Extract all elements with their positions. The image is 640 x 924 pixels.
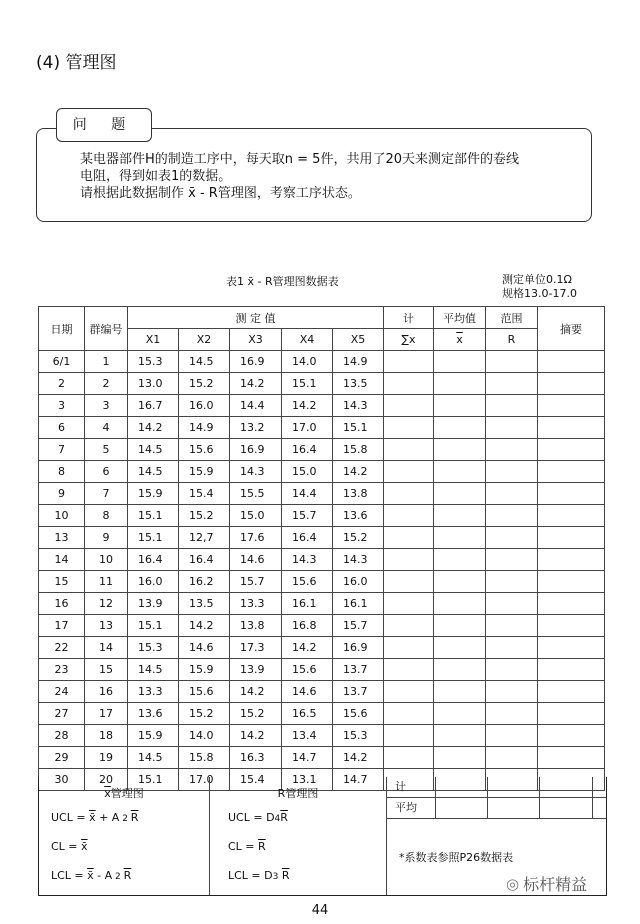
header-range-bottom: R	[486, 329, 538, 351]
table-row	[39, 659, 605, 681]
table-cell: 17.0	[179, 769, 230, 791]
data-table-body	[39, 351, 605, 791]
table-cell: 17.3	[230, 637, 282, 659]
table-cell: 16.0	[128, 571, 179, 593]
table-cell: 16.7	[128, 395, 179, 417]
table-cell: 15.7	[282, 505, 333, 527]
empty-cell	[486, 373, 538, 395]
table-caption: 表1 x̄ - R管理图数据表	[226, 275, 339, 288]
header-remarks: 摘要	[538, 307, 605, 351]
table-cell: 15.2	[333, 527, 384, 549]
empty-cell	[384, 747, 434, 769]
table-cell: 17	[39, 615, 85, 637]
empty-cell	[434, 351, 486, 373]
table-cell: 14.3	[230, 461, 282, 483]
r-chart-formulas	[210, 777, 387, 895]
empty-cell	[384, 725, 434, 747]
table-cell: 28	[39, 725, 85, 747]
coefficient-note: *系数表参照P26数据表	[399, 851, 514, 864]
table-cell: 8	[39, 461, 85, 483]
table-cell: 14.5	[128, 461, 179, 483]
table-cell: 15.7	[230, 571, 282, 593]
table-cell: 13.4	[282, 725, 333, 747]
table-cell: 15.9	[179, 659, 230, 681]
empty-cell	[486, 527, 538, 549]
r-chart-title: R管理图	[277, 787, 319, 800]
watermark-text: 标杆精益	[523, 875, 588, 894]
table-cell: 24	[39, 681, 85, 703]
unit-line-2: 规格13.0-17.0	[502, 287, 577, 300]
empty-cell	[434, 637, 486, 659]
table-cell: 5	[85, 439, 128, 461]
table-cell: 15.2	[230, 703, 282, 725]
table-cell: 15.1	[128, 505, 179, 527]
empty-cell	[538, 571, 605, 593]
table-cell: 13.9	[230, 659, 282, 681]
xbar-ucl-formula: UCL = x̄ + A 2 $\overline{R}$	[51, 811, 139, 824]
table-cell: 14.9	[179, 417, 230, 439]
table-cell: 6	[85, 461, 128, 483]
header-sum-top: 计	[384, 307, 434, 329]
empty-cell	[384, 615, 434, 637]
table-row	[39, 351, 605, 373]
table-cell: 15.4	[230, 769, 282, 791]
table-cell: 15.2	[179, 373, 230, 395]
section-heading: (4) 管理图	[36, 53, 117, 73]
table-cell: 14.3	[282, 549, 333, 571]
empty-cell	[434, 615, 486, 637]
table-cell: 15.6	[333, 703, 384, 725]
table-cell: 16.9	[230, 351, 282, 373]
empty-cell	[384, 527, 434, 549]
table-cell: 17.0	[282, 417, 333, 439]
table-cell: 9	[85, 527, 128, 549]
table-row	[39, 615, 605, 637]
table-row	[39, 549, 605, 571]
table-cell: 14.9	[333, 351, 384, 373]
empty-cell	[434, 439, 486, 461]
table-cell: 15.6	[179, 681, 230, 703]
table-cell: 14.6	[282, 681, 333, 703]
table-cell: 14.2	[282, 395, 333, 417]
table-cell: 16.4	[179, 549, 230, 571]
empty-cell	[434, 659, 486, 681]
empty-cell	[538, 725, 605, 747]
table-cell: 15.2	[179, 505, 230, 527]
page-number: 44	[311, 903, 329, 918]
empty-cell	[434, 725, 486, 747]
empty-cell	[434, 549, 486, 571]
table-cell: 16.4	[282, 527, 333, 549]
table-cell: 15.8	[333, 439, 384, 461]
table-cell: 15.9	[128, 483, 179, 505]
empty-cell	[384, 637, 434, 659]
empty-cell	[486, 659, 538, 681]
empty-cell	[538, 747, 605, 769]
empty-cell	[384, 703, 434, 725]
table-cell: 6/1	[39, 351, 85, 373]
table-row	[39, 527, 605, 549]
empty-cell	[486, 549, 538, 571]
empty-cell	[384, 681, 434, 703]
table-cell: 16	[85, 681, 128, 703]
table-cell: 16.1	[282, 593, 333, 615]
table-cell: 13	[39, 527, 85, 549]
table-cell: 11	[85, 571, 128, 593]
empty-cell	[538, 395, 605, 417]
empty-cell	[486, 703, 538, 725]
summary-table	[387, 777, 606, 819]
table-cell: 16.0	[333, 571, 384, 593]
table-cell: 15	[39, 571, 85, 593]
table-cell: 13	[85, 615, 128, 637]
table-cell: 3	[39, 395, 85, 417]
table-cell: 30	[39, 769, 85, 791]
header-range-top: 范围	[486, 307, 538, 329]
empty-cell	[384, 571, 434, 593]
empty-cell	[538, 549, 605, 571]
table-cell: 15.0	[282, 461, 333, 483]
table-cell: 13.6	[333, 505, 384, 527]
table-cell: 15.1	[128, 527, 179, 549]
table-cell: 15.6	[282, 659, 333, 681]
table-cell: 2	[39, 373, 85, 395]
header-avg-bottom	[434, 329, 486, 351]
unit-line-1: 测定单位0.1Ω	[502, 273, 572, 286]
table-cell: 29	[39, 747, 85, 769]
empty-cell	[384, 549, 434, 571]
empty-cell	[434, 593, 486, 615]
table-cell: 15.7	[333, 615, 384, 637]
table-cell: 14.5	[128, 747, 179, 769]
header-avg-top: 平均值	[434, 307, 486, 329]
empty-cell	[384, 659, 434, 681]
table-cell: 15.3	[128, 351, 179, 373]
empty-cell	[486, 637, 538, 659]
empty-cell	[434, 395, 486, 417]
empty-cell	[486, 681, 538, 703]
empty-cell	[384, 505, 434, 527]
summary-average-label: 平均	[395, 801, 417, 814]
empty-cell	[434, 373, 486, 395]
problem-line-1: 某电器部件H的制造工序中，每天取n = 5件，共用了20天来测定部件的卷线	[80, 152, 519, 167]
table-cell: 15.4	[179, 483, 230, 505]
table-cell: 3	[85, 395, 128, 417]
empty-cell	[434, 681, 486, 703]
header-sum-bottom: ∑x	[384, 329, 434, 351]
r-ucl-formula: UCL = $D4\overline{R}$	[228, 811, 288, 824]
table-cell: 14.7	[282, 747, 333, 769]
empty-cell	[538, 483, 605, 505]
empty-cell	[384, 351, 434, 373]
xbar-cl-formula: CL = x̄	[51, 840, 88, 853]
header-x3: X3	[230, 329, 282, 351]
empty-cell	[486, 593, 538, 615]
empty-cell	[434, 505, 486, 527]
table-cell: 9	[39, 483, 85, 505]
table-cell: 14.4	[282, 483, 333, 505]
empty-cell	[384, 373, 434, 395]
empty-cell	[384, 483, 434, 505]
empty-cell	[538, 637, 605, 659]
table-cell: 1	[85, 351, 128, 373]
table-cell: 14.6	[179, 637, 230, 659]
header-x5: X5	[333, 329, 384, 351]
table-cell: 17	[85, 703, 128, 725]
header-measured: 测 定 值	[128, 307, 384, 329]
table-row	[39, 747, 605, 769]
empty-cell	[538, 439, 605, 461]
table-row	[39, 681, 605, 703]
table-cell: 15.1	[333, 417, 384, 439]
empty-cell	[486, 505, 538, 527]
table-cell: 14.2	[128, 417, 179, 439]
wechat-icon: ◎	[506, 874, 520, 893]
table-cell: 15.9	[179, 461, 230, 483]
table-cell: 20	[85, 769, 128, 791]
problem-text	[80, 151, 580, 202]
table-cell: 16	[39, 593, 85, 615]
table-row	[39, 571, 605, 593]
empty-cell	[538, 373, 605, 395]
table-row	[39, 439, 605, 461]
table-row	[39, 637, 605, 659]
table-cell: 23	[39, 659, 85, 681]
xbar-chart-title: $\overline{x}$管理图	[104, 787, 144, 800]
xbar-chart-formulas	[39, 777, 210, 895]
table-cell: 14.2	[333, 461, 384, 483]
summary-total-row	[387, 777, 606, 798]
empty-cell	[434, 417, 486, 439]
table-cell: 14.2	[179, 615, 230, 637]
table-cell: 16.9	[230, 439, 282, 461]
empty-cell	[538, 681, 605, 703]
empty-cell	[486, 395, 538, 417]
table-cell: 14.3	[333, 549, 384, 571]
table-cell: 14.0	[282, 351, 333, 373]
table-cell: 7	[85, 483, 128, 505]
empty-cell	[384, 395, 434, 417]
table-cell: 16.1	[333, 593, 384, 615]
table-cell: 13.0	[128, 373, 179, 395]
table-cell: 15.9	[128, 725, 179, 747]
table-cell: 15.0	[230, 505, 282, 527]
problem-line-3: 请根据此数据制作 x̄ - R管理图，考察工序状态。	[80, 186, 361, 201]
table-cell: 13.9	[128, 593, 179, 615]
table-cell: 12,7	[179, 527, 230, 549]
table-cell: 16.3	[230, 747, 282, 769]
empty-cell	[486, 571, 538, 593]
table-cell: 14.0	[179, 725, 230, 747]
table-cell: 14.2	[230, 373, 282, 395]
table-cell: 14.2	[282, 637, 333, 659]
table-cell: 13.5	[179, 593, 230, 615]
empty-cell	[384, 417, 434, 439]
table-cell: 6	[39, 417, 85, 439]
table-cell: 15.1	[128, 769, 179, 791]
empty-cell	[486, 747, 538, 769]
header-group: 群编号	[85, 307, 128, 351]
table-cell: 13.1	[282, 769, 333, 791]
empty-cell	[538, 703, 605, 725]
table-cell: 16.4	[128, 549, 179, 571]
header-avg-symbol: $\overline{x}$	[456, 333, 463, 346]
header-x1: X1	[128, 329, 179, 351]
table-cell: 14.2	[333, 747, 384, 769]
empty-cell	[434, 527, 486, 549]
table-cell: 27	[39, 703, 85, 725]
table-row	[39, 703, 605, 725]
table-cell: 15.2	[179, 703, 230, 725]
empty-cell	[538, 659, 605, 681]
table-cell: 14.4	[230, 395, 282, 417]
empty-cell	[538, 593, 605, 615]
table-cell: 7	[39, 439, 85, 461]
header-date: 日期	[39, 307, 85, 351]
table-cell: 15.1	[282, 373, 333, 395]
table-cell: 15.8	[179, 747, 230, 769]
table-cell: 8	[85, 505, 128, 527]
r-lcl-formula: LCL = D3 $\overline{R}$	[228, 869, 290, 882]
table-cell: 13.5	[333, 373, 384, 395]
table-cell: 22	[39, 637, 85, 659]
table-cell: 16.9	[333, 637, 384, 659]
table-cell: 19	[85, 747, 128, 769]
table-cell: 15	[85, 659, 128, 681]
watermark	[506, 872, 587, 895]
table-cell: 14	[85, 637, 128, 659]
table-cell: 15.3	[333, 725, 384, 747]
problem-line-2: 电阻，得到如表1的数据。	[80, 169, 232, 184]
table-cell: 2	[85, 373, 128, 395]
table-cell: 13.8	[230, 615, 282, 637]
empty-cell	[486, 483, 538, 505]
table-cell: 10	[85, 549, 128, 571]
empty-cell	[434, 461, 486, 483]
table-cell: 15.3	[128, 637, 179, 659]
table-cell: 10	[39, 505, 85, 527]
summary-total-label: 计	[395, 780, 406, 793]
empty-cell	[486, 461, 538, 483]
table-cell: 13.7	[333, 681, 384, 703]
empty-cell	[486, 439, 538, 461]
table-row	[39, 593, 605, 615]
table-cell: 13.2	[230, 417, 282, 439]
table-row	[39, 483, 605, 505]
table-cell: 14	[39, 549, 85, 571]
table-cell: 13.3	[230, 593, 282, 615]
table-row	[39, 461, 605, 483]
empty-cell	[538, 351, 605, 373]
table-cell: 14.6	[230, 549, 282, 571]
header-x4: X4	[282, 329, 333, 351]
table-row	[39, 417, 605, 439]
empty-cell	[486, 725, 538, 747]
empty-cell	[538, 505, 605, 527]
table-cell: 14.7	[333, 769, 384, 791]
table-cell: 12	[85, 593, 128, 615]
table-cell: 13.8	[333, 483, 384, 505]
empty-cell	[486, 417, 538, 439]
empty-cell	[434, 571, 486, 593]
table-row	[39, 395, 605, 417]
table-cell: 14.5	[128, 439, 179, 461]
table-cell: 4	[85, 417, 128, 439]
empty-cell	[486, 615, 538, 637]
empty-cell	[538, 461, 605, 483]
table-cell: 14.2	[230, 725, 282, 747]
table-cell: 14.5	[179, 351, 230, 373]
table-row	[39, 373, 605, 395]
table-cell: 13.6	[128, 703, 179, 725]
table-cell: 15.5	[230, 483, 282, 505]
data-table	[38, 306, 605, 791]
table-cell: 15.1	[128, 615, 179, 637]
empty-cell	[486, 351, 538, 373]
table-row	[39, 725, 605, 747]
empty-cell	[538, 527, 605, 549]
table-cell: 16.2	[179, 571, 230, 593]
measurement-unit	[502, 273, 577, 301]
table-cell: 14.3	[333, 395, 384, 417]
table-cell: 13.3	[128, 681, 179, 703]
summary-average-row	[387, 798, 606, 819]
table-cell: 14.5	[128, 659, 179, 681]
empty-cell	[434, 703, 486, 725]
empty-cell	[538, 417, 605, 439]
empty-cell	[384, 439, 434, 461]
table-cell: 15.6	[282, 571, 333, 593]
empty-cell	[384, 461, 434, 483]
table-cell: 16.8	[282, 615, 333, 637]
table-cell: 15.6	[179, 439, 230, 461]
empty-cell	[538, 615, 605, 637]
table-cell: 17.6	[230, 527, 282, 549]
table-row	[39, 505, 605, 527]
table-cell: 13.7	[333, 659, 384, 681]
table-cell: 18	[85, 725, 128, 747]
table-cell: 16.0	[179, 395, 230, 417]
r-cl-formula: CL = $\overline{R}$	[228, 840, 266, 853]
table-cell: 14.2	[230, 681, 282, 703]
problem-tab: 问 题	[56, 108, 152, 142]
empty-cell	[434, 747, 486, 769]
empty-cell	[384, 593, 434, 615]
header-x2: X2	[179, 329, 230, 351]
empty-cell	[434, 483, 486, 505]
table-cell: 16.4	[282, 439, 333, 461]
xbar-lcl-formula: LCL = x̄ - A 2 $\overline{R}$	[51, 869, 132, 882]
table-cell: 16.5	[282, 703, 333, 725]
